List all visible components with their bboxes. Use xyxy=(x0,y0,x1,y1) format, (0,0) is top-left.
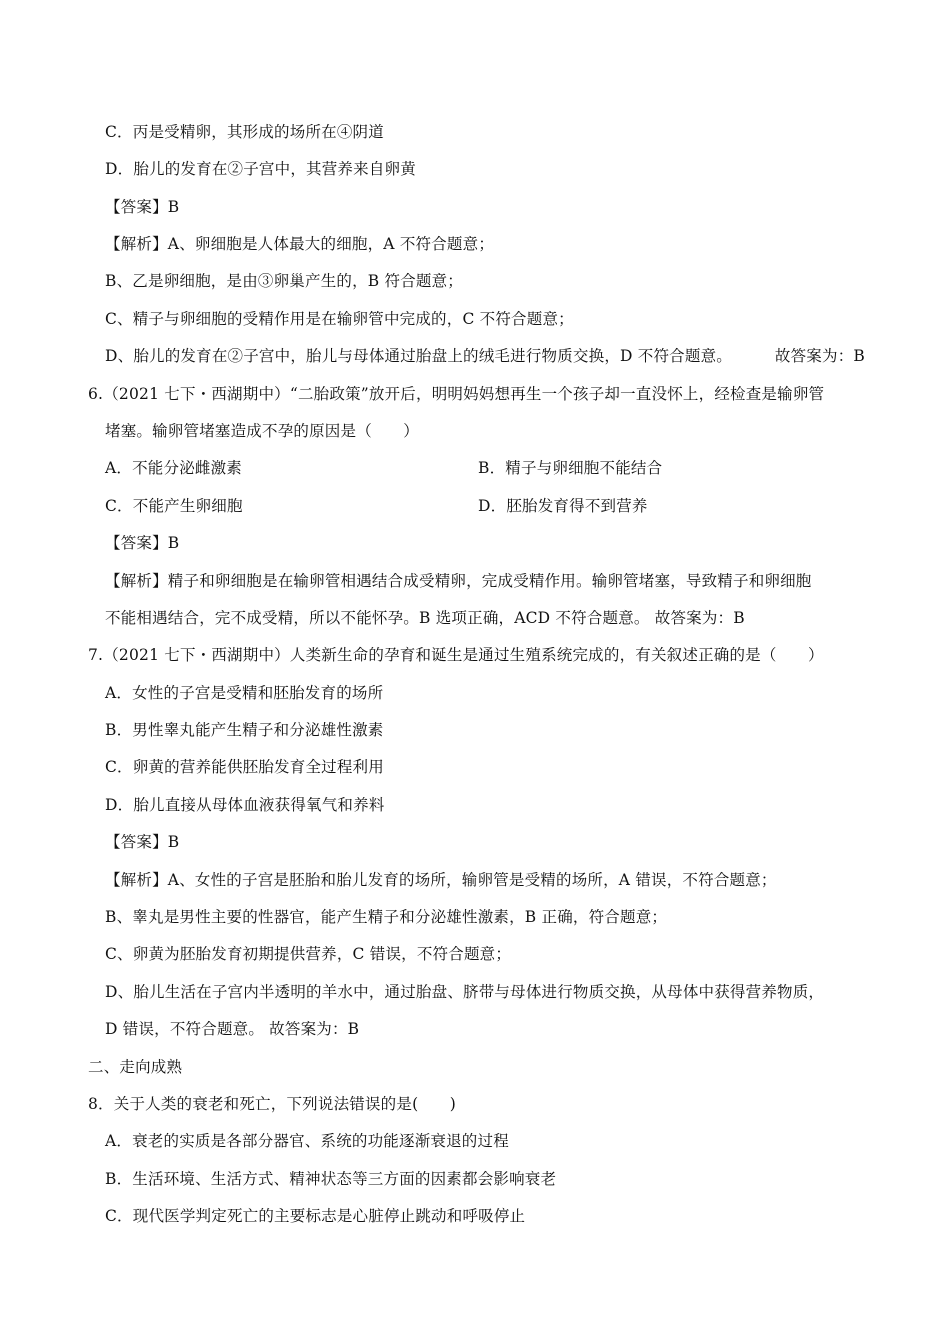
q7-option-d: D．胎儿直接从母体血液获得氧气和养料 xyxy=(105,796,385,814)
q8-option-b: B．生活环境、生活方式、精神状态等三方面的因素都会影响衰老 xyxy=(105,1170,557,1188)
q5-analysis-line-4 xyxy=(105,345,865,367)
section-title: 二、走向成熟 xyxy=(88,1058,183,1076)
q7-analysis-line-3: C、卵黄为胚胎发育初期提供营养，C 错误，不符合题意； xyxy=(105,945,512,963)
q6-stem-line-2: 堵塞。输卵管堵塞造成不孕的原因是（ ） xyxy=(105,422,420,440)
q6-answer: 【答案】B xyxy=(105,534,180,552)
q7-option-c: C．卵黄的营养能供胚胎发育全过程利用 xyxy=(105,758,384,776)
q7-analysis-line-1: 【解析】A、女性的子宫是胚胎和胎儿发育的场所，输卵管是受精的场所，A 错误，不符合题意； xyxy=(105,871,777,889)
q5-analysis-line-3: C、精子与卵细胞的受精作用是在输卵管中完成的，C 不符合题意； xyxy=(105,310,574,328)
q5-analysis-line-4-text: D、胎儿的发育在②子宫中，胎儿与母体通过胎盘上的绒毛进行物质交换，D 不符合题意。 xyxy=(105,347,732,365)
q6-option-b: B．精子与卵细胞不能结合 xyxy=(478,459,663,477)
q7-analysis-line-5: D 错误，不符合题意。 故答案为：B xyxy=(105,1020,360,1038)
q8-stem: 8．关于人类的衰老和死亡，下列说法错误的是( ) xyxy=(88,1095,456,1113)
q6-option-c: C．不能产生卵细胞 xyxy=(105,497,243,515)
q6-option-d: D．胚胎发育得不到营养 xyxy=(478,497,648,515)
q6-option-a: A．不能分泌雌激素 xyxy=(105,459,242,477)
q5-analysis-line-2: B、乙是卵细胞，是由③卵巢产生的，B 符合题意； xyxy=(105,272,464,290)
q5-option-d: D．胎儿的发育在②子宫中，其营养来自卵黄 xyxy=(105,160,416,178)
q6-analysis-line-2: 不能相遇结合，完不成受精，所以不能怀孕。B 选项正确，ACD 不符合题意。 故答案为：B xyxy=(105,609,745,627)
q5-answer: 【答案】B xyxy=(105,198,180,216)
q6-stem-line-1: 6.（2021 七下・西湖期中）“二胎政策”放开后，明明妈妈想再生一个孩子却一直没怀上，经检查是输卵管 xyxy=(88,385,825,403)
q5-analysis-line-1: 【解析】A、卵细胞是人体最大的细胞，A 不符合题意； xyxy=(105,235,495,253)
q6-analysis-line-1: 【解析】精子和卵细胞是在输卵管相遇结合成受精卵，完成受精作用。输卵管堵塞，导致精子和卵细胞 xyxy=(105,572,812,590)
q7-analysis-line-4: D、胎儿生活在子宫内半透明的羊水中，通过胎盘、脐带与母体进行物质交换，从母体中获得营养物质， xyxy=(105,983,825,1001)
q8-option-a: A．衰老的实质是各部分器官、系统的功能逐渐衰退的过程 xyxy=(105,1132,509,1150)
q7-stem: 7.（2021 七下・西湖期中）人类新生命的孕育和诞生是通过生殖系统完成的，有关叙述正确的是（ ） xyxy=(88,646,824,664)
q8-option-c: C．现代医学判定死亡的主要标志是心脏停止跳动和呼吸停止 xyxy=(105,1207,526,1225)
q7-option-a: A．女性的子宫是受精和胚胎发育的场所 xyxy=(105,684,384,702)
q7-answer: 【答案】B xyxy=(105,833,180,851)
q5-final-answer: 故答案为：B xyxy=(774,347,865,365)
q7-option-b: B．男性睾丸能产生精子和分泌雄性激素 xyxy=(105,721,384,739)
q5-option-c: C．丙是受精卵，其形成的场所在④阴道 xyxy=(105,123,384,141)
q7-analysis-line-2: B、睾丸是男性主要的性器官，能产生精子和分泌雄性激素，B 正确，符合题意； xyxy=(105,908,668,926)
